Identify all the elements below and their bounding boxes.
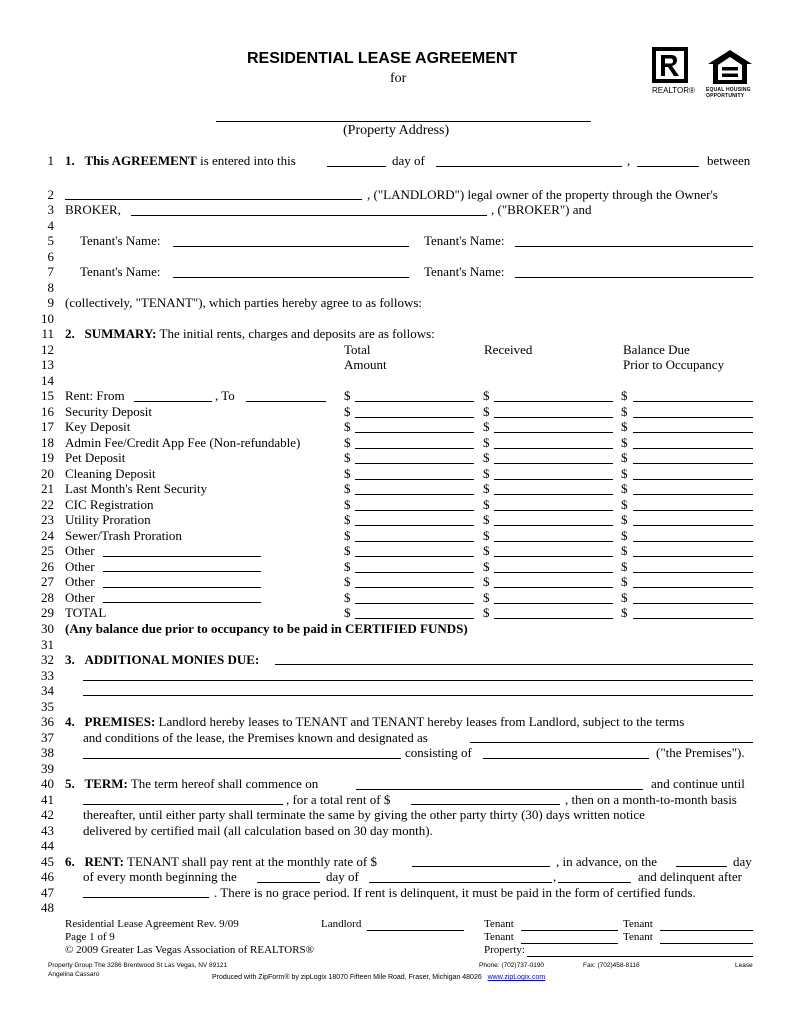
section-4-number: 4. [65, 714, 75, 729]
line-number: 26 [41, 559, 54, 574]
rent-from-field[interactable] [134, 401, 212, 402]
footer-tenant-label-4: Tenant [623, 931, 653, 943]
balance-amount-field[interactable] [633, 541, 753, 542]
summary-row-label: Utility Proration [65, 512, 151, 527]
balance-amount-field[interactable] [633, 448, 753, 449]
line-number: 16 [41, 404, 54, 419]
dollar-sign: $ [483, 388, 490, 403]
dollar-sign: $ [483, 590, 490, 605]
month-to-month-label: , then on a month-to-month basis [565, 792, 737, 807]
in-advance-label: , in advance, on the [556, 854, 658, 869]
received-amount-field[interactable] [494, 572, 613, 573]
total-amount-field[interactable] [355, 541, 474, 542]
tenant-name-field-3[interactable] [173, 277, 409, 278]
dollar-sign: $ [621, 512, 628, 527]
dollar-sign: $ [483, 559, 490, 574]
balance-amount-field[interactable] [633, 401, 753, 402]
footer-produced-with [212, 974, 545, 982]
equal-housing-logo [705, 48, 755, 100]
tenant-name-label-1: Tenant's Name: [80, 233, 161, 248]
tenant-name-label-2: Tenant's Name: [424, 233, 505, 248]
section-4-line-1 [65, 714, 684, 729]
received-amount-field[interactable] [494, 432, 613, 433]
summary-row-label: CIC Registration [65, 497, 154, 512]
received-amount-field[interactable] [494, 541, 613, 542]
total-amount-field[interactable] [355, 556, 474, 557]
dollar-sign: $ [344, 559, 351, 574]
balance-amount-field[interactable] [633, 556, 753, 557]
total-amount-field[interactable] [355, 479, 474, 480]
dollar-sign: $ [483, 605, 490, 620]
landlord-name-field[interactable] [65, 199, 362, 200]
dollar-sign: $ [621, 497, 628, 512]
delinquent-after-label: and delinquent after [638, 869, 742, 884]
dollar-sign: $ [621, 388, 628, 403]
agreement-day-field[interactable] [327, 166, 386, 167]
received-amount-field[interactable] [494, 448, 613, 449]
rent-due-day-field[interactable] [676, 866, 727, 867]
dollar-sign: $ [621, 528, 628, 543]
received-amount-field[interactable] [494, 510, 613, 511]
section-1-number: 1. [65, 153, 75, 168]
total-amount-field[interactable] [355, 494, 474, 495]
dollar-sign: $ [483, 466, 490, 481]
other-description-field[interactable] [103, 587, 261, 588]
line-number: 40 [41, 776, 54, 791]
received-amount-field[interactable] [494, 603, 613, 604]
rent-day-of-label: day of [326, 869, 359, 884]
balance-amount-field[interactable] [633, 618, 753, 619]
line-number: 32 [41, 652, 54, 667]
line-number: 5 [47, 233, 54, 248]
line-number: 22 [41, 497, 54, 512]
line-number: 15 [41, 388, 54, 403]
received-amount-field[interactable] [494, 463, 613, 464]
dollar-sign: $ [621, 450, 628, 465]
line-number: 27 [41, 574, 54, 589]
received-amount-field[interactable] [494, 556, 613, 557]
total-amount-field[interactable] [355, 587, 474, 588]
line-number: 2 [47, 187, 54, 202]
summary-row-label: Cleaning Deposit [65, 466, 156, 481]
comma-label: , [627, 153, 631, 168]
footer-tenant-label-1: Tenant [484, 918, 514, 930]
section-3-heading: ADDITIONAL MONIES DUE: [84, 652, 260, 667]
summary-row-label: Last Month's Rent Security [65, 481, 208, 496]
ziplogix-link[interactable]: www.zipLogix.com [487, 974, 546, 981]
line-number: 30 [41, 621, 54, 636]
footer-form-name: Lease [735, 962, 753, 969]
line-number: 7 [47, 264, 54, 279]
total-amount-field[interactable] [355, 525, 474, 526]
total-amount-field[interactable] [355, 463, 474, 464]
term-commence-field[interactable] [356, 789, 643, 790]
section-1-heading: This AGREEMENT [84, 153, 197, 168]
balance-amount-field[interactable] [633, 587, 753, 588]
received-amount-field[interactable] [494, 587, 613, 588]
realtor-logo [650, 46, 695, 98]
dollar-sign: $ [621, 466, 628, 481]
dollar-sign: $ [344, 404, 351, 419]
line-number: 11 [41, 326, 54, 341]
consisting-of-label: consisting of [405, 745, 472, 760]
rent-from-label: Rent: From [65, 388, 125, 403]
dollar-sign: $ [344, 435, 351, 450]
line-number: 36 [41, 714, 54, 729]
line-number: 46 [41, 869, 54, 884]
tenant-name-label-4: Tenant's Name: [424, 264, 505, 279]
section-5-number: 5. [65, 776, 75, 791]
balance-amount-field[interactable] [633, 494, 753, 495]
day-of-label: day of [392, 153, 425, 168]
line-number: 28 [41, 590, 54, 605]
section-5-line-1 [65, 776, 318, 791]
footer-revision: Residential Lease Agreement Rev. 9/09 [65, 918, 239, 930]
footer-fax: Fax: (702)458-8116 [583, 962, 640, 969]
total-amount-field[interactable] [355, 432, 474, 433]
line-number: 19 [41, 450, 54, 465]
line-number: 33 [41, 668, 54, 683]
balance-amount-field[interactable] [633, 572, 753, 573]
section-4-line-2: and conditions of the lease, the Premises known and designated as [83, 730, 428, 745]
line-number: 25 [41, 543, 54, 558]
total-amount-field[interactable] [355, 603, 474, 604]
dollar-sign: $ [483, 543, 490, 558]
dollar-sign: $ [621, 543, 628, 558]
line-number: 8 [47, 280, 54, 295]
dollar-sign: $ [621, 419, 628, 434]
section-2-heading-line [65, 326, 435, 341]
line-number: 4 [47, 218, 54, 233]
column-balance-line-1: Balance Due [623, 342, 690, 357]
line-number: 42 [41, 807, 54, 822]
certified-funds-note: (Any balance due prior to occupancy to be paid in CERTIFIED FUNDS) [65, 621, 468, 636]
line-number: 38 [41, 745, 54, 760]
dollar-sign: $ [344, 466, 351, 481]
balance-amount-field[interactable] [633, 603, 753, 604]
summary-row-label: Key Deposit [65, 419, 131, 434]
premises-designation-field-2[interactable] [83, 758, 401, 759]
realtor-logo-text: REALTOR® [652, 86, 695, 95]
balance-amount-field[interactable] [633, 432, 753, 433]
line-number: 9 [47, 295, 54, 310]
footer-copyright: © 2009 Greater Las Vegas Association of REALTORS® [65, 944, 315, 956]
balance-amount-field[interactable] [633, 525, 753, 526]
dollar-sign: $ [483, 574, 490, 589]
document-title: RESIDENTIAL LEASE AGREEMENT [247, 50, 518, 67]
dollar-sign: $ [344, 419, 351, 434]
equal-housing-text-2: OPPORTUNITY [706, 93, 745, 99]
line-number: 24 [41, 528, 54, 543]
received-amount-field[interactable] [494, 479, 613, 480]
tenant-name-field-4[interactable] [515, 277, 753, 278]
line-number: 3 [47, 202, 54, 217]
line-number: 14 [41, 373, 54, 388]
section-5-heading: TERM: [84, 776, 128, 791]
property-address-label: (Property Address) [343, 123, 450, 138]
column-received: Received [484, 342, 533, 357]
dollar-sign: $ [483, 497, 490, 512]
tenant-initials-field-3[interactable] [521, 943, 618, 944]
tenant-name-field-1[interactable] [173, 246, 409, 247]
landlord-initials-field[interactable] [367, 930, 464, 931]
tenant-name-label-3: Tenant's Name: [80, 264, 161, 279]
dollar-sign: $ [344, 574, 351, 589]
rent-begin-month-field[interactable] [369, 882, 552, 883]
received-amount-field[interactable] [494, 417, 613, 418]
received-amount-field[interactable] [494, 401, 613, 402]
dollar-sign: $ [621, 574, 628, 589]
line-number: 31 [41, 637, 54, 652]
the-premises-label: ("the Premises"). [656, 745, 745, 760]
summary-row-label: TOTAL [65, 605, 107, 620]
footer-page-number: Page 1 of 9 [65, 931, 115, 943]
broker-end-label: , ("BROKER") and [491, 202, 592, 217]
summary-row-label: Other [65, 543, 95, 558]
term-end-field[interactable] [83, 804, 283, 805]
section-5-line-4: delivered by certified mail (all calculation based on 30 day month). [83, 823, 433, 838]
premises-consisting-field[interactable] [483, 758, 649, 759]
footer-tenant-label-3: Tenant [484, 931, 514, 943]
section-6-text: TENANT shall pay rent at the monthly rate of $ [127, 854, 377, 869]
total-amount-field[interactable] [355, 572, 474, 573]
dollar-sign: $ [621, 590, 628, 605]
section-1-intro: is entered into this [200, 153, 296, 168]
section-2-number: 2. [65, 326, 75, 341]
dollar-sign: $ [621, 559, 628, 574]
balance-amount-field[interactable] [633, 463, 753, 464]
line-number: 18 [41, 435, 54, 450]
total-amount-field[interactable] [355, 510, 474, 511]
column-balance-line-2: Prior to Occupancy [623, 357, 725, 372]
total-rent-field[interactable] [411, 804, 560, 805]
premises-designation-field-1[interactable] [470, 742, 753, 743]
tenant-initials-field-4[interactable] [660, 943, 753, 944]
footer-property-field[interactable] [527, 956, 753, 957]
line-number: 17 [41, 419, 54, 434]
day-label: day [733, 854, 752, 869]
summary-row-label: Admin Fee/Credit App Fee (Non-refundable) [65, 435, 301, 450]
broker-name-field[interactable] [131, 215, 487, 216]
section-6-line-3: . There is no grace period. If rent is delinquent, it must be paid in the form of certified funds. [214, 885, 696, 900]
dollar-sign: $ [483, 435, 490, 450]
dollar-sign: $ [344, 481, 351, 496]
dollar-sign: $ [344, 512, 351, 527]
additional-monies-field-1[interactable] [275, 664, 753, 665]
section-4-text: Landlord hereby leases to TENANT and TENANT hereby leases from Landlord, subject to the terms [158, 714, 685, 729]
dollar-sign: $ [344, 590, 351, 605]
line-number: 39 [41, 761, 54, 776]
line-number: 1 [47, 153, 54, 168]
line-number: 34 [41, 683, 54, 698]
section-2-heading: SUMMARY: [84, 326, 157, 341]
line-number: 21 [41, 481, 54, 496]
dollar-sign: $ [344, 543, 351, 558]
additional-monies-field-2[interactable] [83, 680, 753, 681]
equal-housing-text-1: EQUAL HOUSING [706, 87, 751, 93]
between-label: between [707, 153, 751, 168]
line-number: 20 [41, 466, 54, 481]
line-number: 47 [41, 885, 54, 900]
section-6-number: 6. [65, 854, 75, 869]
line-number: 45 [41, 854, 54, 869]
footer-phone: Phone: (702)737-0190 [479, 962, 545, 969]
received-amount-field[interactable] [494, 525, 613, 526]
line-number: 29 [41, 605, 54, 620]
dollar-sign: $ [483, 481, 490, 496]
dollar-sign: $ [344, 497, 351, 512]
dollar-sign: $ [483, 419, 490, 434]
other-description-field[interactable] [103, 571, 261, 572]
summary-row-label: Sewer/Trash Proration [65, 528, 182, 543]
tenant-name-field-2[interactable] [515, 246, 753, 247]
agreement-year-field[interactable] [637, 166, 699, 167]
section-5-line-3: thereafter, until either party shall terminate the same by giving the other party thirty (30) days written notice [83, 807, 645, 822]
summary-row-label: Pet Deposit [65, 450, 126, 465]
dollar-sign: $ [344, 605, 351, 620]
broker-label: BROKER, [65, 202, 121, 217]
section-2-intro: The initial rents, charges and deposits are as follows: [159, 326, 435, 341]
footer-landlord-label: Landlord [321, 918, 362, 930]
total-amount-field[interactable] [355, 448, 474, 449]
dollar-sign: $ [483, 404, 490, 419]
section-6-line-2: of every month beginning the [83, 869, 237, 884]
tenant-initials-field-2[interactable] [660, 930, 753, 931]
summary-row-label: Other [65, 559, 95, 574]
rent-comma-label: , [553, 869, 557, 884]
dollar-sign: $ [344, 450, 351, 465]
footer-office-address: Property Group The 3286 Brentwood St Las Vegas, NV 89121 [48, 962, 228, 969]
dollar-sign: $ [483, 528, 490, 543]
line-number: 35 [41, 699, 54, 714]
line-number: 41 [41, 792, 54, 807]
received-amount-field[interactable] [494, 618, 613, 619]
balance-amount-field[interactable] [633, 510, 753, 511]
column-total-line-1: Total [344, 342, 371, 357]
dollar-sign: $ [483, 450, 490, 465]
section-1-line-1 [65, 153, 296, 168]
line-number: 37 [41, 730, 54, 745]
balance-amount-field[interactable] [633, 417, 753, 418]
summary-row-label: Other [65, 590, 95, 605]
delinquent-date-field[interactable] [83, 897, 209, 898]
rent-to-label: , To [215, 388, 235, 403]
summary-row-label: Security Deposit [65, 404, 153, 419]
continue-until-label: and continue until [651, 776, 745, 791]
property-address-field[interactable] [216, 121, 591, 122]
agreement-month-field[interactable] [436, 166, 622, 167]
tenant-initials-field-1[interactable] [521, 930, 618, 931]
other-description-field[interactable] [103, 556, 261, 557]
footer-produced-text: Produced with ZipForm® by zipLogix 18070 Fifteen Mile Road, Fraser, Michigan 48026 [212, 974, 482, 981]
collectively-text: (collectively, "TENANT"), which parties hereby agree to as follows: [65, 295, 423, 310]
for-label: for [390, 71, 407, 86]
total-rent-label: , for a total rent of $ [286, 792, 391, 807]
dollar-sign: $ [621, 605, 628, 620]
footer-tenant-label-2: Tenant [623, 918, 653, 930]
line-number: 43 [41, 823, 54, 838]
section-3-number: 3. [65, 652, 75, 667]
section-4-heading: PREMISES: [84, 714, 156, 729]
line-number: 23 [41, 512, 54, 527]
total-amount-field[interactable] [355, 417, 474, 418]
additional-monies-field-3[interactable] [83, 695, 753, 696]
footer-property-label: Property: [484, 944, 525, 956]
monthly-rent-field[interactable] [412, 866, 550, 867]
section-3-heading-line [65, 652, 259, 667]
balance-amount-field[interactable] [633, 479, 753, 480]
other-description-field[interactable] [103, 602, 261, 603]
line-number: 44 [41, 838, 54, 853]
rent-begin-year-field[interactable] [558, 882, 631, 883]
summary-row-label: Other [65, 574, 95, 589]
rent-to-field[interactable] [246, 401, 326, 402]
received-amount-field[interactable] [494, 494, 613, 495]
dollar-sign: $ [621, 404, 628, 419]
total-amount-field[interactable] [355, 618, 474, 619]
dollar-sign: $ [344, 388, 351, 403]
line-number: 13 [41, 357, 54, 372]
section-5-text: The term hereof shall commence on [130, 776, 319, 791]
dollar-sign: $ [621, 435, 628, 450]
line-number: 48 [41, 900, 54, 915]
dollar-sign: $ [621, 481, 628, 496]
rent-begin-day-field[interactable] [257, 882, 320, 883]
footer-agent-name: Angelina Cassaro [48, 971, 100, 978]
section-6-line-1 [65, 854, 377, 869]
line-number: 12 [41, 342, 54, 357]
total-amount-field[interactable] [355, 401, 474, 402]
line-number: 10 [41, 311, 54, 326]
section-6-heading: RENT: [84, 854, 124, 869]
line-number: 6 [47, 249, 54, 264]
dollar-sign: $ [483, 512, 490, 527]
dollar-sign: $ [344, 528, 351, 543]
column-total-line-2: Amount [344, 357, 387, 372]
landlord-label: , ("LANDLORD") legal owner of the property through the Owner's [367, 187, 718, 202]
